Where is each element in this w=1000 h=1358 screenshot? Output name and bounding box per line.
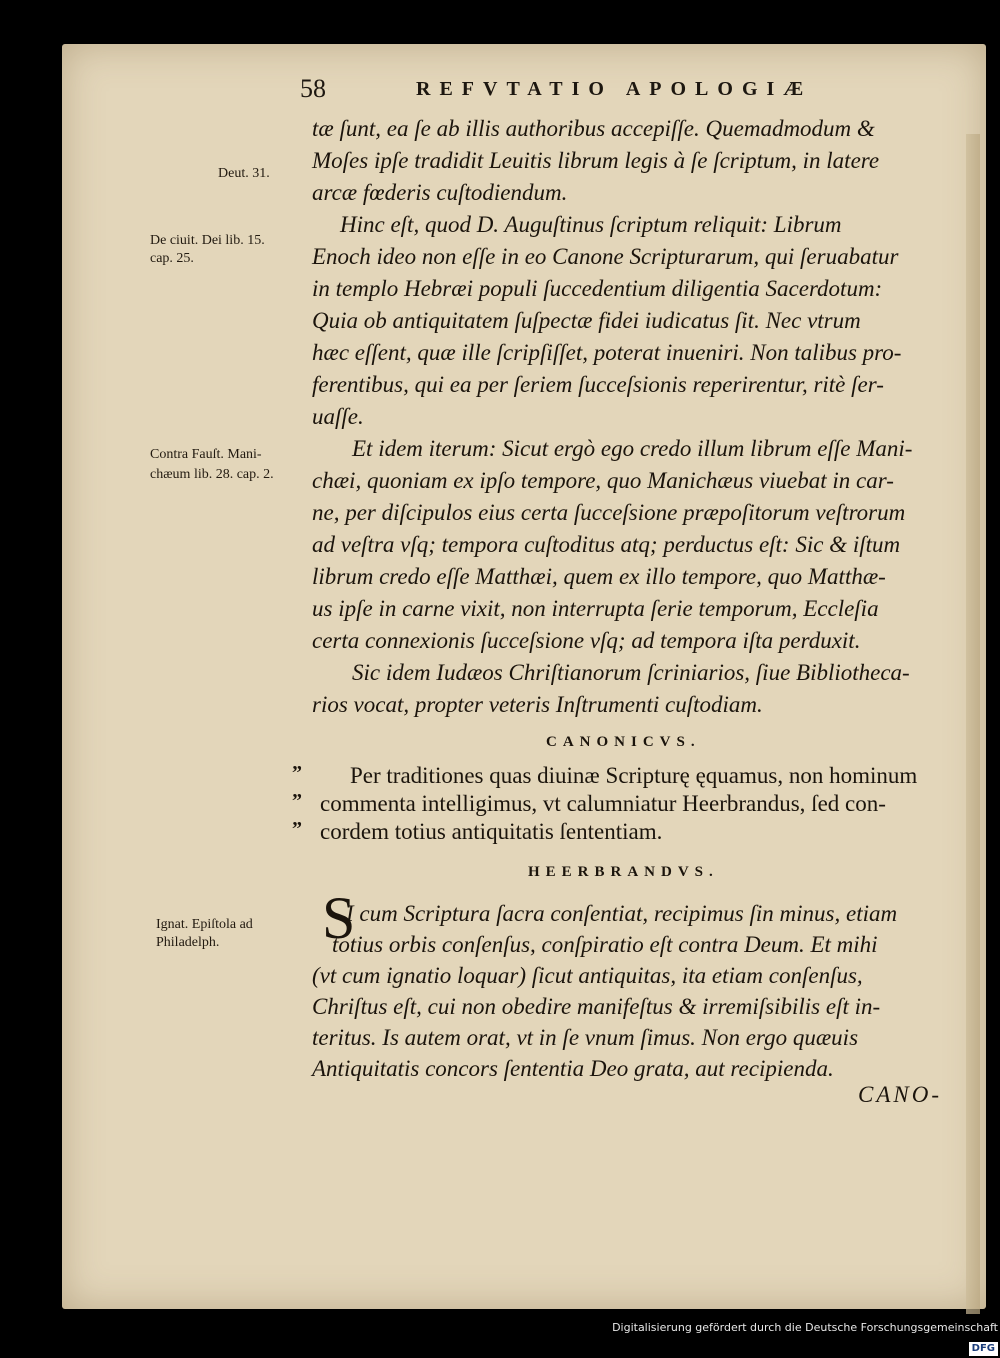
margin-note-contra-2: chæum lib. 28. cap. 2. [150, 467, 274, 482]
text-line: Per traditiones quas diuinæ Scripturę ęquamus, non hominum [350, 763, 918, 788]
quote-mark: ” [292, 762, 302, 784]
margin-note-ignat-2: Philadelph. [156, 935, 220, 950]
text-line: ferentibus, qui ea per ſeriem ſucceſsionis reperirentur, ritè ſer- [312, 372, 884, 397]
text-line: ad veſtra vſq; tempora cuſtoditus atq; perductus eſt: Sic & iſtum [312, 532, 901, 557]
text-line: certa connexionis ſucceſsione vſq; ad tempora iſta perduxit. [312, 628, 861, 653]
text-line: commenta intelligimus, vt calumniatur Heerbrandus, ſed con- [320, 791, 886, 816]
dfg-logo: DFG [969, 1342, 998, 1356]
text-line: rios vocat, propter veteris Inſtrumenti cuſtodiam. [312, 692, 763, 717]
margin-note-deciuit-2: cap. 25. [150, 251, 194, 266]
text-line: I cum Scriptura ſacra conſentiat, recipimus ſin minus, etiam [346, 901, 898, 926]
section-heading-heerbrandus: HEERBRANDVS. [528, 864, 719, 880]
margin-note-ignat-1: Ignat. Epiſtola ad [156, 917, 253, 932]
quote-mark: ” [292, 790, 302, 812]
text-line: teritus. Is autem orat, vt in ſe vnum ſimus. Non ergo quæuis [312, 1025, 859, 1050]
credit-text: Digitalisierung gefördert durch die Deutsche Forschungsgemeinschaft [612, 1321, 998, 1334]
quote-mark: ” [292, 818, 302, 840]
margin-note-deut: Deut. 31. [218, 166, 270, 181]
text-line: Antiquitatis concors ſententia Deo grata, aut recipienda. [312, 1056, 834, 1081]
text-line: us ipſe in carne vixit, non interrupta ſerie temporum, Eccleſia [312, 596, 879, 621]
text-line: Sic idem Iudæos Chriſtianorum ſcriniarios, ſiue Bibliotheca- [352, 660, 910, 685]
text-line: cordem totius antiquitatis ſententiam. [320, 819, 663, 844]
drop-cap-initial: S [322, 885, 356, 951]
text-line: chæi, quoniam ex ipſo tempore, quo Manichæus viuebat in car- [312, 468, 894, 493]
margin-note-contra-1: Contra Fauſt. Mani- [150, 447, 262, 462]
text-line: Enoch ideo non eſſe in eo Canone Scripturarum, qui ſeruabatur [312, 244, 899, 269]
catchword: CANO- [858, 1082, 942, 1107]
text-line: librum credo eſſe Matthæi, quem ex illo tempore, quo Matthæ- [312, 564, 886, 589]
page-edge-shadow [966, 134, 980, 1314]
section-heading-canonicus: CANONICVS. [546, 734, 701, 750]
digitization-credit [600, 1318, 998, 1354]
text-line: Hinc eſt, quod D. Auguſtinus ſcriptum reliquit: Librum [340, 212, 842, 237]
text-line: tæ ſunt, ea ſe ab illis authoribus accepiſſe. Quemadmodum & [312, 116, 875, 141]
text-line: Et idem iterum: Sicut ergò ego credo illum librum eſſe Mani- [352, 436, 913, 461]
margin-note-deciuit-1: De ciuit. Dei lib. 15. [150, 233, 265, 248]
text-line: Moſes ipſe tradidit Leuitis librum legis à ſe ſcriptum, in latere [312, 148, 880, 173]
text-line: arcæ fœderis cuſtodiendum. [312, 180, 568, 205]
text-line: totius orbis conſenſus, conſpiratio eſt contra Deum. Et mihi [332, 932, 878, 957]
text-line: (vt cum ignatio loquar) ſicut antiquitas, ita etiam conſenſus, [312, 963, 863, 988]
text-line: uaſſe. [312, 404, 364, 429]
text-line: in templo Hebræi populi ſuccedentium diligentia Sacerdotum: [312, 276, 883, 301]
text-line: ne, per diſcipulos eius certa ſucceſsione præpoſitorum veſtrorum [312, 500, 906, 525]
text-line: Quia ob antiquitatem ſuſpectæ fidei iudicatus ſit. Nec vtrum [312, 308, 861, 333]
page-header [300, 74, 860, 108]
page-number: 58 [300, 74, 326, 103]
running-title: REFVTATIO APOLOGIÆ [416, 78, 813, 100]
text-line: Chriſtus eſt, cui non obedire manifeſtus & irremiſsibilis eſt in- [312, 994, 881, 1019]
text-line: hæc eſſent, quæ ille ſcripſiſſet, poterat inueniri. Non talibus pro- [312, 340, 902, 365]
